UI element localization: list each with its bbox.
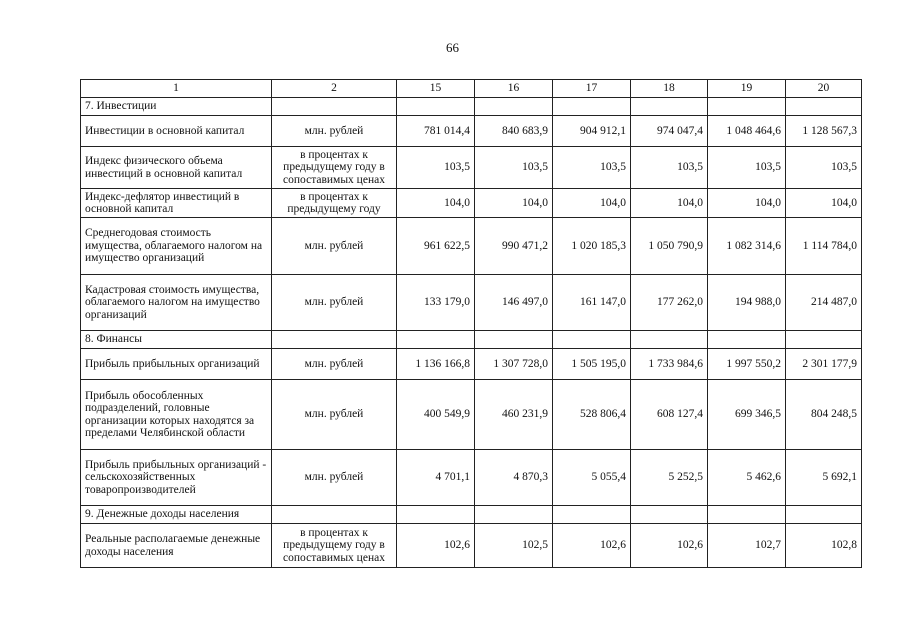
value-cell: 2 301 177,9 (786, 349, 862, 380)
value-cell: 1 307 728,0 (475, 349, 553, 380)
header-cell: 1 (81, 80, 272, 98)
value-cell: 1 050 790,9 (631, 218, 708, 275)
unit-cell: млн. рублей (272, 275, 397, 331)
indicator-name: Среднегодовая стоимость имущества, облагаемого налогом на имущество организаций (81, 218, 272, 275)
header-cell: 15 (397, 80, 475, 98)
value-cell: 103,5 (553, 147, 631, 189)
value-cell: 177 262,0 (631, 275, 708, 331)
table-row (81, 450, 862, 506)
header-cell: 20 (786, 80, 862, 98)
empty-cell (397, 98, 475, 116)
value-cell: 104,0 (786, 189, 862, 218)
indicator-name: Индекс физического объема инвестиций в основной капитал (81, 147, 272, 189)
value-cell: 840 683,9 (475, 116, 553, 147)
value-cell: 1 114 784,0 (786, 218, 862, 275)
unit-cell: млн. рублей (272, 450, 397, 506)
empty-cell (397, 331, 475, 349)
value-cell: 104,0 (553, 189, 631, 218)
value-cell: 4 870,3 (475, 450, 553, 506)
value-cell: 214 487,0 (786, 275, 862, 331)
unit-cell: млн. рублей (272, 116, 397, 147)
value-cell: 804 248,5 (786, 380, 862, 450)
table-row (81, 147, 862, 189)
section-row (81, 98, 862, 116)
page-number: 66 (446, 40, 459, 55)
header-cell: 16 (475, 80, 553, 98)
empty-cell (631, 506, 708, 524)
value-cell: 5 252,5 (631, 450, 708, 506)
value-cell: 460 231,9 (475, 380, 553, 450)
value-cell: 161 147,0 (553, 275, 631, 331)
empty-cell (397, 506, 475, 524)
unit-cell: в процентах к предыдущему году (272, 189, 397, 218)
empty-cell (553, 98, 631, 116)
value-cell: 102,7 (708, 524, 786, 568)
indicator-name: Инвестиции в основной капитал (81, 116, 272, 147)
value-cell: 103,5 (397, 147, 475, 189)
table-row (81, 524, 862, 568)
indicator-name: Кадастровая стоимость имущества, облагаемого налогом на имущество организаций (81, 275, 272, 331)
table-row (81, 189, 862, 218)
value-cell: 400 549,9 (397, 380, 475, 450)
unit-cell: млн. рублей (272, 380, 397, 450)
value-cell: 5 692,1 (786, 450, 862, 506)
value-cell: 1 082 314,6 (708, 218, 786, 275)
empty-cell (553, 506, 631, 524)
empty-cell (475, 331, 553, 349)
indicator-name: Прибыль обособленных подразделений, головные организации которых находятся за пределами Челябинской области (81, 380, 272, 450)
empty-cell (553, 331, 631, 349)
value-cell: 5 055,4 (553, 450, 631, 506)
empty-cell (708, 98, 786, 116)
empty-cell (786, 331, 862, 349)
value-cell: 1 733 984,6 (631, 349, 708, 380)
indicator-name: Реальные располагаемые денежные доходы населения (81, 524, 272, 568)
value-cell: 781 014,4 (397, 116, 475, 147)
value-cell: 104,0 (708, 189, 786, 218)
value-cell: 103,5 (631, 147, 708, 189)
indicator-name: Прибыль прибыльных организаций (81, 349, 272, 380)
empty-cell (475, 506, 553, 524)
value-cell: 133 179,0 (397, 275, 475, 331)
value-cell: 103,5 (786, 147, 862, 189)
value-cell: 104,0 (475, 189, 553, 218)
value-cell: 4 701,1 (397, 450, 475, 506)
header-cell: 18 (631, 80, 708, 98)
table-row (81, 380, 862, 450)
empty-cell (786, 98, 862, 116)
table-row (81, 218, 862, 275)
value-cell: 1 997 550,2 (708, 349, 786, 380)
value-cell: 102,6 (553, 524, 631, 568)
value-cell: 102,8 (786, 524, 862, 568)
table-body (81, 80, 862, 568)
unit-cell: в процентах к предыдущему году в сопоставимых ценах (272, 147, 397, 189)
value-cell: 104,0 (631, 189, 708, 218)
value-cell: 104,0 (397, 189, 475, 218)
value-cell: 974 047,4 (631, 116, 708, 147)
empty-cell (786, 506, 862, 524)
table-header-row (81, 80, 862, 98)
value-cell: 699 346,5 (708, 380, 786, 450)
value-cell: 608 127,4 (631, 380, 708, 450)
value-cell: 904 912,1 (553, 116, 631, 147)
value-cell: 1 136 166,8 (397, 349, 475, 380)
value-cell: 528 806,4 (553, 380, 631, 450)
value-cell: 1 020 185,3 (553, 218, 631, 275)
unit-cell: млн. рублей (272, 349, 397, 380)
empty-cell (708, 506, 786, 524)
value-cell: 1 505 195,0 (553, 349, 631, 380)
table-row (81, 116, 862, 147)
value-cell: 146 497,0 (475, 275, 553, 331)
value-cell: 1 048 464,6 (708, 116, 786, 147)
section-row (81, 506, 862, 524)
empty-cell (272, 506, 397, 524)
indicators-table (80, 79, 862, 568)
indicator-name: Индекс-дефлятор инвестиций в основной капитал (81, 189, 272, 218)
empty-cell (631, 98, 708, 116)
value-cell: 102,6 (631, 524, 708, 568)
section-row (81, 331, 862, 349)
table-row (81, 275, 862, 331)
section-title: 7. Инвестиции (81, 98, 272, 116)
indicator-name: Прибыль прибыльных организаций - сельскохозяйственных товаропроизводителей (81, 450, 272, 506)
value-cell: 5 462,6 (708, 450, 786, 506)
value-cell: 102,5 (475, 524, 553, 568)
value-cell: 103,5 (708, 147, 786, 189)
section-title: 9. Денежные доходы населения (81, 506, 272, 524)
value-cell: 1 128 567,3 (786, 116, 862, 147)
value-cell: 990 471,2 (475, 218, 553, 275)
section-title: 8. Финансы (81, 331, 272, 349)
value-cell: 961 622,5 (397, 218, 475, 275)
empty-cell (708, 331, 786, 349)
table-row (81, 349, 862, 380)
empty-cell (475, 98, 553, 116)
empty-cell (272, 98, 397, 116)
unit-cell: млн. рублей (272, 218, 397, 275)
empty-cell (631, 331, 708, 349)
header-cell: 17 (553, 80, 631, 98)
value-cell: 102,6 (397, 524, 475, 568)
value-cell: 194 988,0 (708, 275, 786, 331)
value-cell: 103,5 (475, 147, 553, 189)
header-cell: 2 (272, 80, 397, 98)
header-cell: 19 (708, 80, 786, 98)
unit-cell: в процентах к предыдущему году в сопоставимых ценах (272, 524, 397, 568)
empty-cell (272, 331, 397, 349)
